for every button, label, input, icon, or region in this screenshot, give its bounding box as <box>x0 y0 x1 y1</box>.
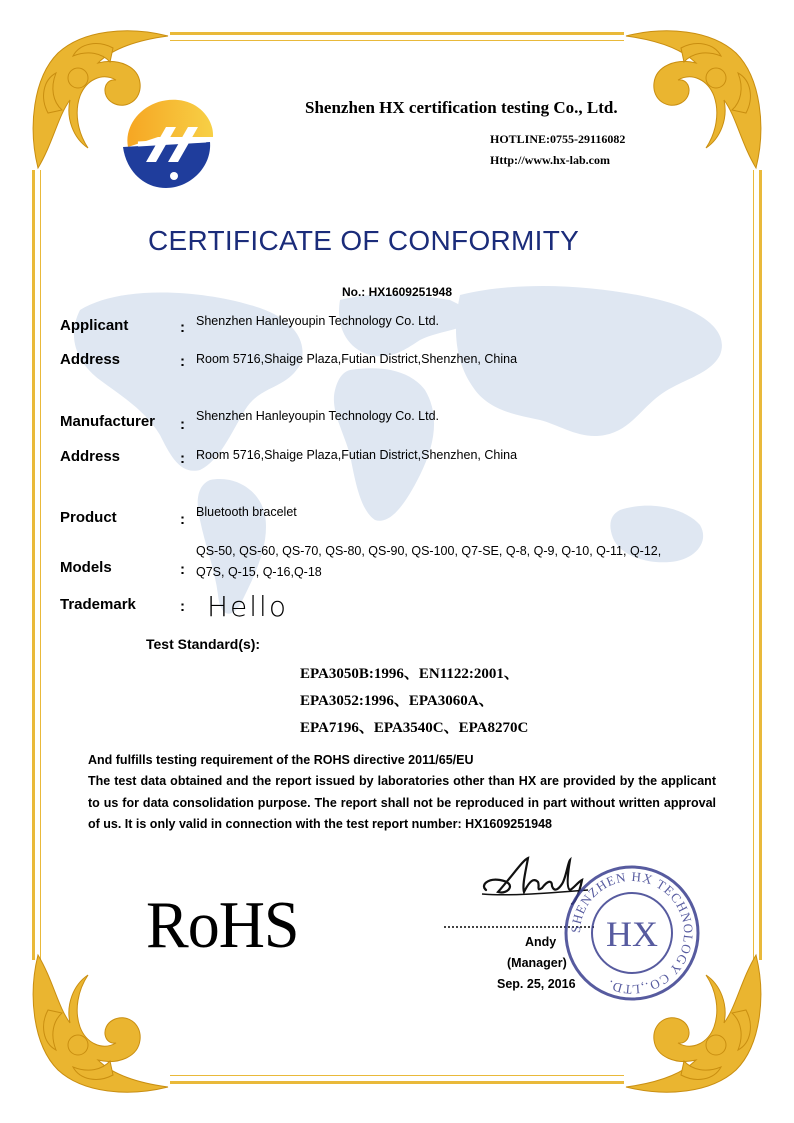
website-url: Http://www.hx-lab.com <box>490 153 610 167</box>
frame-bottom-line-inner <box>170 1075 624 1076</box>
frame-top-line <box>170 32 624 35</box>
colon: : <box>180 561 185 578</box>
colon: : <box>180 319 185 336</box>
signer-name: Andy <box>525 935 557 949</box>
hotline: HOTLINE:0755-29116082 <box>490 132 626 146</box>
rohs-mark: RoHS <box>146 887 299 962</box>
trademark-logo-text: Hello <box>207 590 288 623</box>
corner-ornament-top-right <box>616 18 776 178</box>
rohs-directive-statement: And fulfills testing requirement of the ROHS directive 2011/65/EU <box>88 753 474 767</box>
colon: : <box>180 598 185 615</box>
colon: : <box>180 511 185 528</box>
trademark-label: Trademark <box>60 596 136 613</box>
colon: : <box>180 450 185 467</box>
manufacturer-label: Manufacturer <box>60 413 156 430</box>
test-standard-line: EPA3050B:1996、EN1122:2001、 <box>300 666 519 682</box>
company-seal-stamp <box>562 863 702 1003</box>
signature-date: Sep. 25, 2016 <box>497 977 576 991</box>
applicant-address-label: Address <box>60 351 121 368</box>
signer-role: (Manager) <box>507 956 567 970</box>
stamp-center-text: HX <box>606 914 658 954</box>
corner-ornament-bottom-left <box>18 945 178 1105</box>
colon: : <box>180 416 185 433</box>
applicant-value: Shenzhen Hanleyoupin Technology Co. Ltd. <box>196 314 439 328</box>
applicant-address-value: Room 5716,Shaige Plaza,Futian District,Shenzhen, China <box>196 352 518 366</box>
manufacturer-address-value: Room 5716,Shaige Plaza,Futian District,Shenzhen, China <box>196 448 518 462</box>
stamp-ring-text: SHENZHEN HX TECHNOLOGY CO.,LTD. <box>567 868 697 998</box>
company-name: Shenzhen HX certification testing Co., Ltd. <box>305 98 618 117</box>
manufacturer-address-label: Address <box>60 448 121 465</box>
test-standard-line: EPA3052:1996、EPA3060A、 <box>300 693 494 709</box>
models-label: Models <box>60 559 112 576</box>
test-standards-label: Test Standard(s): <box>146 636 261 652</box>
applicant-label: Applicant <box>60 317 129 334</box>
certificate-number: No.: HX1609251948 <box>341 285 453 299</box>
models-value-line1: QS-50, QS-60, QS-70, QS-80, QS-90, QS-100, Q7-SE, Q-8, Q-9, Q-10, Q-11, Q-12, <box>196 544 662 558</box>
manufacturer-value: Shenzhen Hanleyoupin Technology Co. Ltd. <box>196 409 439 423</box>
company-logo <box>118 92 218 192</box>
frame-bottom-line <box>170 1081 624 1084</box>
disclaimer-paragraph: The test data obtained and the report issued by laboratories other than HX are provided by the applicant to us for data consolidation purpose. The report shall not be reproduced in part without written approval of us. It is only valid in connection with the test report number: HX1609251948 <box>88 774 716 831</box>
product-value: Bluetooth bracelet <box>196 505 297 519</box>
frame-top-line-inner <box>170 40 624 41</box>
models-value-line2: Q7S, Q-15, Q-16,Q-18 <box>196 565 322 579</box>
certificate-title: CERTIFICATE OF CONFORMITY <box>148 225 580 256</box>
product-label: Product <box>60 509 117 526</box>
colon: : <box>180 353 185 370</box>
test-standard-line: EPA7196、EPA3540C、EPA8270C <box>300 720 529 736</box>
